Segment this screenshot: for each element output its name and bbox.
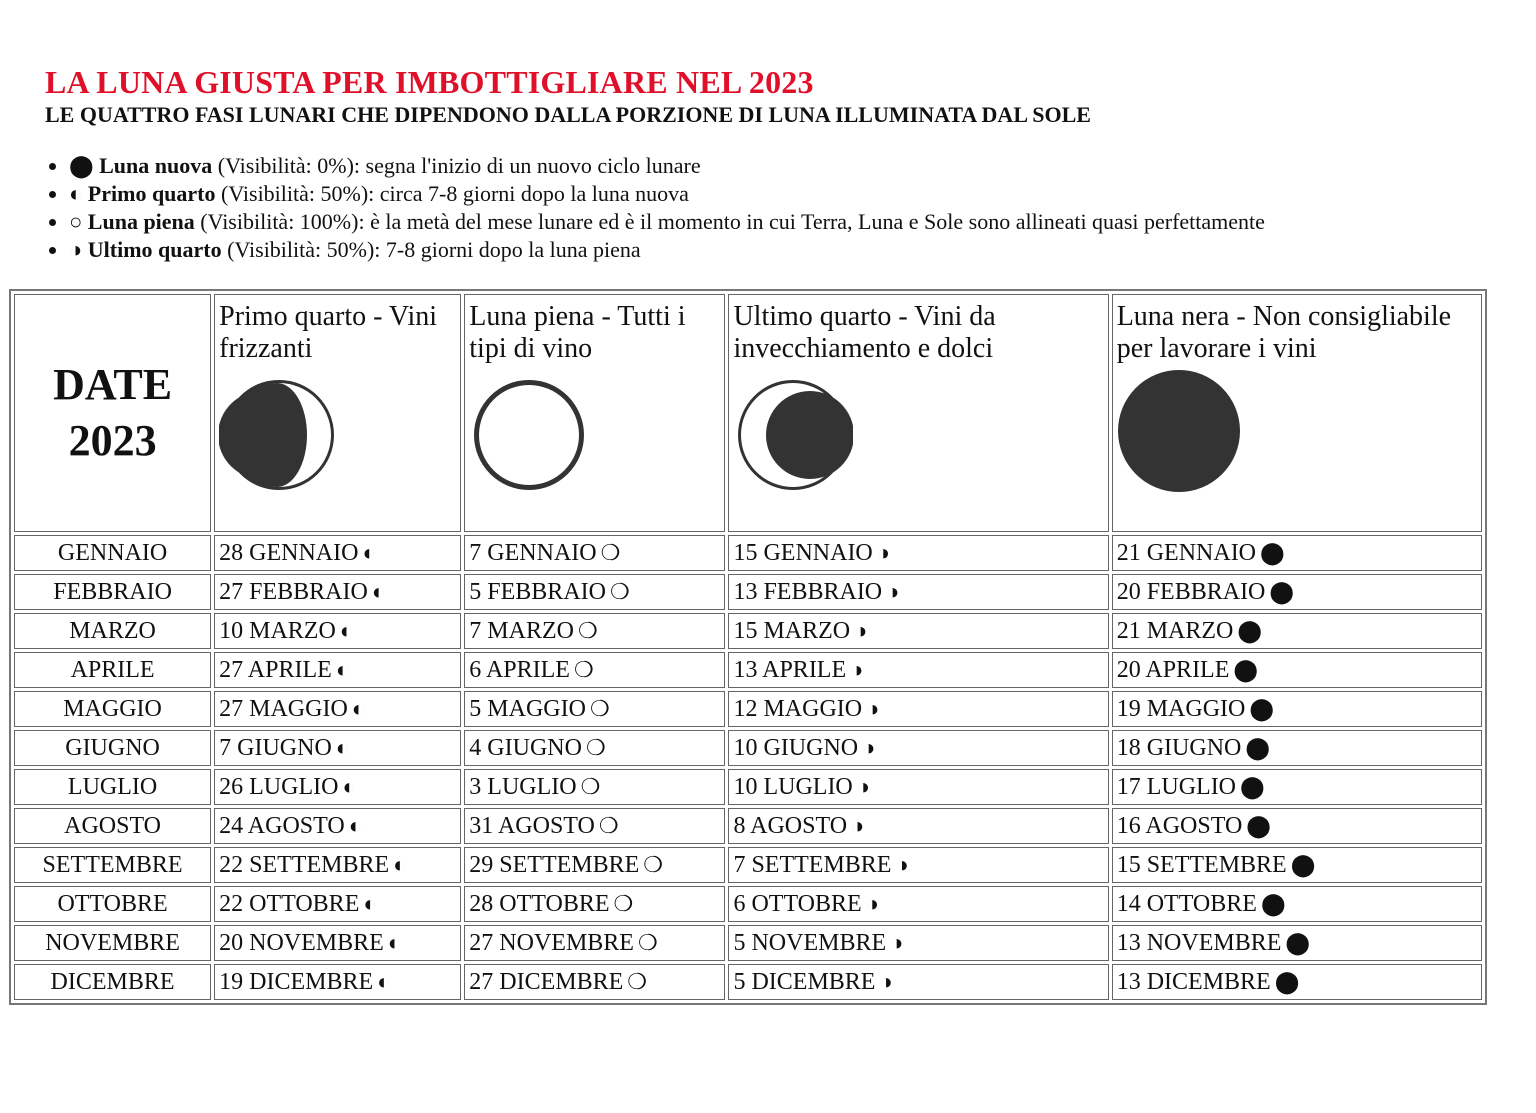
legend-visibility: (Visibilità: 50%) <box>227 237 375 262</box>
table-row <box>14 613 1482 649</box>
date-text: 5 MAGGIO <box>469 695 586 722</box>
new-moon-icon: ⬤ <box>1285 929 1310 955</box>
date-text: 10 LUGLIO <box>733 773 853 800</box>
full-moon-icon <box>469 377 589 497</box>
legend-description: : circa 7-8 giorni dopo la luna nuova <box>368 181 689 206</box>
first-quarter-moon-icon: ◐ <box>387 929 402 955</box>
date-header-label: DATE <box>53 360 173 409</box>
date-cell <box>464 886 725 922</box>
first-quarter-moon-icon: ◐ <box>339 617 354 643</box>
date-cell <box>728 574 1108 610</box>
first-quarter-moon-icon: ◐ <box>371 578 386 604</box>
column-header-full-moon <box>464 294 725 532</box>
date-text: 31 AGOSTO <box>469 812 595 839</box>
date-cell <box>728 808 1108 844</box>
table-row <box>14 769 1482 805</box>
legend-visibility: (Visibilità: 100%) <box>200 209 359 234</box>
date-cell <box>1112 730 1482 766</box>
date-cell <box>1112 964 1482 1000</box>
legend-visibility: (Visibilità: 50%) <box>221 181 369 206</box>
legend-name: Primo quarto <box>87 181 216 206</box>
column-header-label: Primo quarto - Vini frizzanti <box>219 301 438 364</box>
date-cell <box>214 808 461 844</box>
date-text: 19 MAGGIO <box>1116 695 1246 722</box>
date-header <box>14 294 211 532</box>
date-cell <box>464 730 725 766</box>
date-text: 10 GIUGNO <box>733 734 859 761</box>
date-text: 10 MARZO <box>219 617 336 644</box>
date-text: 7 GENNAIO <box>469 539 597 566</box>
full-moon-icon: ❍ <box>613 890 634 916</box>
date-text: 21 GENNAIO <box>1116 539 1257 566</box>
date-cell <box>214 691 461 727</box>
date-cell <box>728 652 1108 688</box>
date-text: 27 FEBBRAIO <box>219 578 368 605</box>
date-cell <box>464 925 725 961</box>
new-moon-icon <box>1117 369 1243 495</box>
date-text: 28 OTTOBRE <box>469 890 610 917</box>
full-moon-icon: ❍ <box>600 539 621 565</box>
table-header-row <box>14 294 1482 532</box>
date-cell <box>464 847 725 883</box>
month-cell: FEBBRAIO <box>14 574 211 610</box>
date-cell <box>728 769 1108 805</box>
date-cell <box>1112 925 1482 961</box>
date-header-year: 2023 <box>68 416 157 465</box>
last-quarter-moon-icon: ◑ <box>69 237 83 262</box>
first-quarter-moon-icon: ◐ <box>363 890 377 916</box>
last-quarter-moon-icon: ◑ <box>850 656 864 682</box>
date-cell <box>728 613 1108 649</box>
date-text: 24 AGOSTO <box>219 812 345 839</box>
full-moon-icon: ❍ <box>609 578 630 604</box>
date-text: 5 NOVEMBRE <box>733 929 887 956</box>
legend-description: : è la metà del mese lunare ed è il momento in cui Terra, Luna e Sole sono allineati quasi perfettamente <box>358 209 1265 234</box>
new-moon-icon: ⬤ <box>69 153 94 178</box>
full-moon-icon: ❍ <box>643 851 664 877</box>
date-cell <box>464 535 725 571</box>
full-moon-icon: ❍ <box>585 734 606 760</box>
new-moon-icon: ⬤ <box>1245 734 1270 760</box>
first-quarter-moon-icon: ◐ <box>348 812 362 838</box>
table-row <box>14 886 1482 922</box>
page-title: LA LUNA GIUSTA PER IMBOTTIGLIARE NEL 2023 <box>45 64 814 100</box>
date-text: 22 SETTEMBRE <box>219 851 390 878</box>
date-cell <box>728 691 1108 727</box>
new-moon-icon: ⬤ <box>1233 656 1259 682</box>
table-row <box>14 964 1482 1000</box>
date-text: 3 LUGLIO <box>469 773 577 800</box>
date-cell <box>464 808 725 844</box>
date-cell <box>464 691 725 727</box>
first-quarter-moon-icon <box>219 377 339 497</box>
date-cell <box>214 847 461 883</box>
date-text: 17 LUGLIO <box>1116 773 1237 800</box>
new-moon-icon: ⬤ <box>1249 695 1274 721</box>
full-moon-icon: ❍ <box>637 929 658 955</box>
month-cell: APRILE <box>14 652 211 688</box>
table-row <box>14 535 1482 571</box>
date-text: 19 DICEMBRE <box>219 968 374 995</box>
date-cell <box>214 964 461 1000</box>
full-moon-icon: ❍ <box>573 656 594 682</box>
column-header-last-quarter <box>728 294 1108 532</box>
month-cell: AGOSTO <box>14 808 211 844</box>
legend-item-first-quarter <box>69 180 1265 208</box>
date-text: 5 DICEMBRE <box>733 968 876 995</box>
column-header-first-quarter <box>214 294 461 532</box>
date-cell <box>728 847 1108 883</box>
legend-description: : 7-8 giorni dopo la luna piena <box>374 237 641 262</box>
date-cell <box>1112 613 1482 649</box>
legend-description: : segna l'inizio di un nuovo ciclo lunare <box>353 153 701 178</box>
month-cell: MARZO <box>14 613 211 649</box>
last-quarter-moon-icon: ◑ <box>890 929 904 955</box>
column-header-label: Luna nera - Non consigliabile per lavorare i vini <box>1116 301 1452 364</box>
table-row <box>14 730 1482 766</box>
full-moon-icon: ○ <box>69 209 83 234</box>
date-text: 12 MAGGIO <box>733 695 863 722</box>
date-cell <box>1112 886 1482 922</box>
last-quarter-moon-icon: ◑ <box>862 734 876 760</box>
first-quarter-moon-icon: ◐ <box>335 734 350 760</box>
date-cell <box>464 574 725 610</box>
date-text: 22 OTTOBRE <box>219 890 360 917</box>
legend-name: Ultimo quarto <box>87 237 222 262</box>
first-quarter-moon-icon: ◐ <box>335 656 350 682</box>
date-text: 15 SETTEMBRE <box>1116 851 1287 878</box>
date-text: 27 MAGGIO <box>219 695 348 722</box>
date-text: 15 MARZO <box>733 617 851 644</box>
column-header-new-moon <box>1112 294 1482 532</box>
date-cell <box>214 769 461 805</box>
date-text: 5 FEBBRAIO <box>469 578 606 605</box>
date-text: 7 GIUGNO <box>219 734 332 761</box>
date-text: 8 AGOSTO <box>733 812 848 839</box>
new-moon-icon: ⬤ <box>1290 851 1316 877</box>
legend-visibility: (Visibilità: 0%) <box>217 153 354 178</box>
new-moon-icon: ⬤ <box>1246 812 1271 838</box>
date-cell <box>728 730 1108 766</box>
legend-name: Luna nuova <box>99 153 213 178</box>
page-subtitle: LE QUATTRO FASI LUNARI CHE DIPENDONO DALLA PORZIONE DI LUNA ILLUMINATA DAL SOLE <box>45 102 1091 127</box>
full-moon-icon: ❍ <box>577 617 598 643</box>
date-cell <box>728 535 1108 571</box>
full-moon-icon: ❍ <box>580 773 601 799</box>
first-quarter-moon-icon: ◐ <box>342 773 356 799</box>
new-moon-icon: ⬤ <box>1240 773 1265 799</box>
date-cell <box>728 925 1108 961</box>
last-quarter-moon-icon: ◑ <box>886 578 900 604</box>
date-cell <box>464 613 725 649</box>
new-moon-icon: ⬤ <box>1260 890 1286 916</box>
date-text: 16 AGOSTO <box>1116 812 1243 839</box>
date-text: 20 APRILE <box>1116 656 1230 683</box>
month-cell: GIUGNO <box>14 730 211 766</box>
table-row <box>14 652 1482 688</box>
date-cell <box>214 730 461 766</box>
date-text: 13 DICEMBRE <box>1116 968 1271 995</box>
date-text: 28 GENNAIO <box>219 539 359 566</box>
first-quarter-moon-icon: ◐ <box>377 968 391 994</box>
column-header-label: Ultimo quarto - Vini da invecchiamento e dolci <box>733 301 996 364</box>
date-cell <box>1112 535 1482 571</box>
last-quarter-moon-icon: ◑ <box>851 812 865 838</box>
date-text: 27 NOVEMBRE <box>469 929 634 956</box>
table-row <box>14 808 1482 844</box>
last-quarter-moon-icon: ◑ <box>895 851 909 877</box>
month-cell: GENNAIO <box>14 535 211 571</box>
last-quarter-moon-icon: ◑ <box>866 695 880 721</box>
table-row <box>14 691 1482 727</box>
date-text: 20 NOVEMBRE <box>219 929 384 956</box>
table-row <box>14 847 1482 883</box>
date-text: 27 DICEMBRE <box>469 968 624 995</box>
last-quarter-moon-icon <box>733 377 853 497</box>
date-cell <box>464 964 725 1000</box>
first-quarter-moon-icon: ◐ <box>362 539 376 565</box>
date-text: 6 APRILE <box>469 656 570 683</box>
date-text: 7 SETTEMBRE <box>733 851 892 878</box>
date-cell <box>214 613 461 649</box>
date-cell <box>1112 652 1482 688</box>
date-cell <box>464 652 725 688</box>
date-text: 7 MARZO <box>469 617 574 644</box>
month-cell: SETTEMBRE <box>14 847 211 883</box>
date-cell <box>1112 808 1482 844</box>
month-cell: MAGGIO <box>14 691 211 727</box>
date-text: 13 NOVEMBRE <box>1116 929 1282 956</box>
month-cell: OTTOBRE <box>14 886 211 922</box>
date-cell <box>214 535 461 571</box>
last-quarter-moon-icon: ◑ <box>854 617 868 643</box>
date-cell <box>1112 691 1482 727</box>
date-text: 29 SETTEMBRE <box>469 851 640 878</box>
legend-item-last-quarter <box>69 236 1265 264</box>
legend-item-full-moon <box>69 208 1265 236</box>
date-text: 27 APRILE <box>219 656 332 683</box>
legend-name: Luna piena <box>87 209 195 234</box>
date-cell <box>214 574 461 610</box>
date-cell <box>1112 847 1482 883</box>
full-moon-icon: ❍ <box>589 695 610 721</box>
date-cell <box>214 886 461 922</box>
column-header-label: Luna piena - Tutti i tipi di vino <box>469 301 686 364</box>
new-moon-icon: ⬤ <box>1269 578 1295 604</box>
last-quarter-moon-icon: ◑ <box>876 539 891 565</box>
date-text: 15 GENNAIO <box>733 539 873 566</box>
new-moon-icon: ⬤ <box>1274 968 1300 994</box>
month-cell: LUGLIO <box>14 769 211 805</box>
date-text: 20 FEBBRAIO <box>1116 578 1266 605</box>
date-text: 21 MARZO <box>1116 617 1234 644</box>
date-cell <box>214 652 461 688</box>
month-cell: DICEMBRE <box>14 964 211 1000</box>
full-moon-icon: ❍ <box>627 968 648 994</box>
last-quarter-moon-icon: ◑ <box>879 968 893 994</box>
first-quarter-moon-icon: ◐ <box>393 851 407 877</box>
date-text: 4 GIUGNO <box>469 734 582 761</box>
last-quarter-moon-icon: ◑ <box>856 773 871 799</box>
date-cell <box>1112 574 1482 610</box>
date-cell <box>728 886 1108 922</box>
table-row <box>14 574 1482 610</box>
table-row <box>14 925 1482 961</box>
first-quarter-moon-icon: ◐ <box>351 695 366 721</box>
date-cell <box>1112 769 1482 805</box>
legend-item-new-moon <box>69 152 1265 180</box>
date-text: 26 LUGLIO <box>219 773 339 800</box>
first-quarter-moon-icon: ◐ <box>69 181 83 206</box>
date-text: 13 FEBBRAIO <box>733 578 883 605</box>
last-quarter-moon-icon: ◑ <box>865 890 879 916</box>
date-text: 6 OTTOBRE <box>733 890 862 917</box>
date-cell <box>214 925 461 961</box>
moon-phase-legend <box>45 152 1265 264</box>
new-moon-icon: ⬤ <box>1260 539 1285 565</box>
date-cell <box>728 964 1108 1000</box>
date-text: 14 OTTOBRE <box>1116 890 1257 917</box>
date-text: 13 APRILE <box>733 656 847 683</box>
lunar-calendar-table <box>9 289 1487 1005</box>
new-moon-icon: ⬤ <box>1237 617 1262 643</box>
date-cell <box>464 769 725 805</box>
full-moon-icon: ❍ <box>598 812 619 838</box>
month-cell: NOVEMBRE <box>14 925 211 961</box>
date-text: 18 GIUGNO <box>1116 734 1242 761</box>
